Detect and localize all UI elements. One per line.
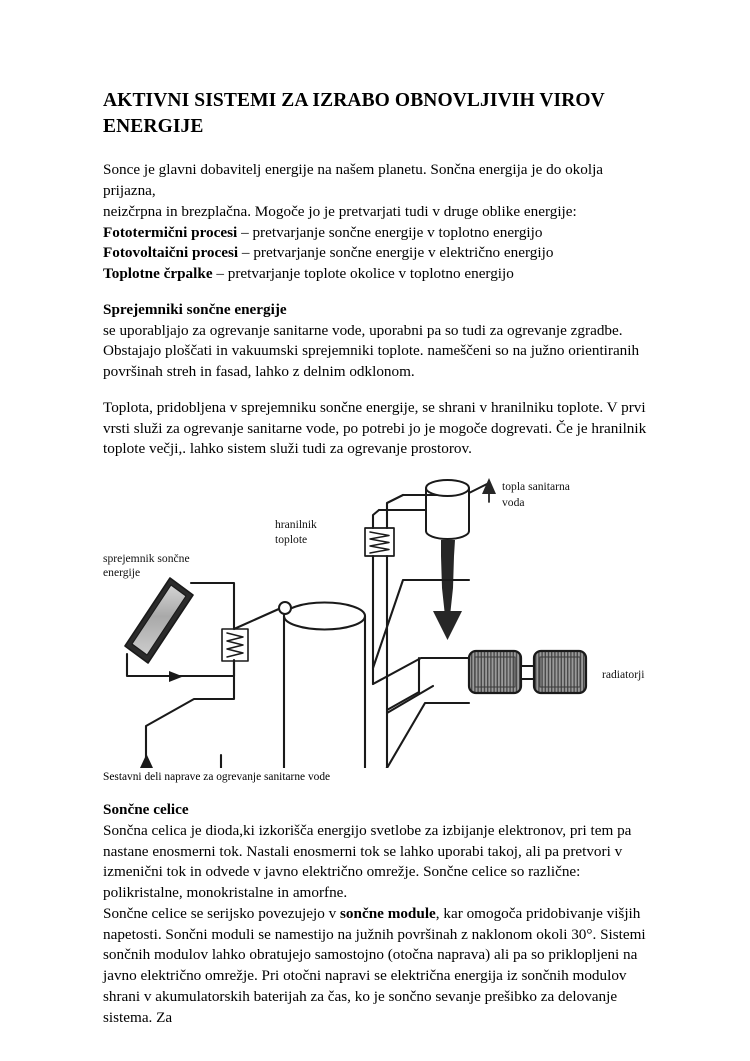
bullet-3-description: – pretvarjanje toplote okolice v toplotno energijo	[212, 265, 514, 283]
bullet-1-description: – pretvarjanje sončne energije v toplotno energijo	[237, 223, 543, 241]
bullet-2-description: – pretvarjanje sončne energije v električno energijo	[238, 244, 554, 262]
label-hot-water-line2: voda	[502, 496, 525, 510]
section-body-storage: Toplota, pridobljena v sprejemniku sončne energije, se shrani v hranilniku toplote. V prvi vrsti služi za ogrevanje sanitarne vode, po potrebi jo je mogoče dogrevati. Če je hranilnik toplote večji,. lahko sistem služi tudi za ogrevanje prostorov.	[103, 398, 647, 458]
label-collector-line2: energije	[103, 566, 141, 580]
radiators	[469, 651, 586, 693]
solar-modules-text-a: Sončne celice se serijsko povezujejo v	[103, 904, 341, 922]
document-content	[103, 88, 653, 1028]
solar-collector-panel	[125, 578, 193, 663]
section-body-solar-cells-1: Sončna celica je dioda,ki izkorišča energijo svetlobe za izbijanje elektronov, pri tem pa nastane enosmerni tok. Nastali enosmerni tok se lahko uporabi takoj, ali pa pretvori v izmenični tok in odvede v javno električno omrežje. Sončne celice so različne: polikristalne, monokristalne in amorfne.	[103, 821, 632, 902]
solar-system-diagram	[103, 468, 653, 768]
solar-modules-term: sončne module	[340, 904, 436, 922]
intro-line-1: Sonce je glavni dobavitelj energije na našem planetu. Sončna energija je do okolja prijazna,	[103, 161, 604, 200]
bullet-3-term: Toplotne črpalke	[103, 265, 213, 283]
hot-water-outlet-arrow	[469, 478, 496, 502]
section-heading-solar-cells: Sončne celice	[103, 801, 189, 819]
figure-caption: Sestavni deli naprave za ogrevanje sanitarne vode	[103, 771, 331, 784]
intro-line-2: neizčrpna in brezplačna. Mogoče jo je pretvarjati tudi v druge oblike energije:	[103, 202, 577, 220]
intro-paragraph	[103, 160, 653, 285]
bullet-1-term: Fototermični procesi	[103, 223, 238, 241]
page-title: AKTIVNI SISTEMI ZA IZRABO OBNOVLJIVIH VIROV ENERGIJE	[103, 90, 605, 137]
solar-modules-text-b: , kar omogoča pridobivanje višjih napetosti. Sončni moduli se namestijo na južnih površinah z naklonom okoli 30°. Sistemi sončnih modulov lahko obratujejo samostojno (otočna naprava) ali pa so priklopljeni na javno električno omrežje. Pri otočni napravi se električna energija iz sončnih modulov shrani v akumulatorskih baterijah za čas, ko je sončno sevanje prešibko za delovanje sistema. Za	[103, 904, 646, 1026]
label-hot-water-line1: topla sanitarna	[502, 480, 570, 494]
section-body-collectors: se uporabljajo za ogrevanje sanitarne vode, uporabni pa so tudi za ogrevanje zgradbe. Obstajajo ploščati in vakuumski sprejemniki toplote. nameščeni so na južno orientiranih površinah streh in fasad, lahko z delnim odklonom.	[103, 321, 640, 381]
heat-storage-tank	[284, 603, 365, 769]
label-collector-line1: sprejemnik sončne	[103, 552, 190, 566]
section-body-solar-cells-2	[103, 904, 653, 1029]
label-radiators: radiatorji	[602, 668, 645, 682]
label-storage-line1: hranilnik	[275, 518, 317, 532]
bullet-2-term: Fotovoltaični procesi	[103, 244, 239, 262]
label-storage-line2: toplote	[275, 533, 308, 547]
domestic-hot-water-vessel	[426, 480, 469, 539]
diagram-svg	[103, 468, 653, 768]
heat-flow-down-arrow	[433, 540, 462, 640]
heat-exchanger-solar	[222, 629, 248, 661]
section-heading-collectors: Sprejemniki sončne energije	[103, 300, 287, 318]
heat-exchanger-dhw	[365, 528, 394, 556]
